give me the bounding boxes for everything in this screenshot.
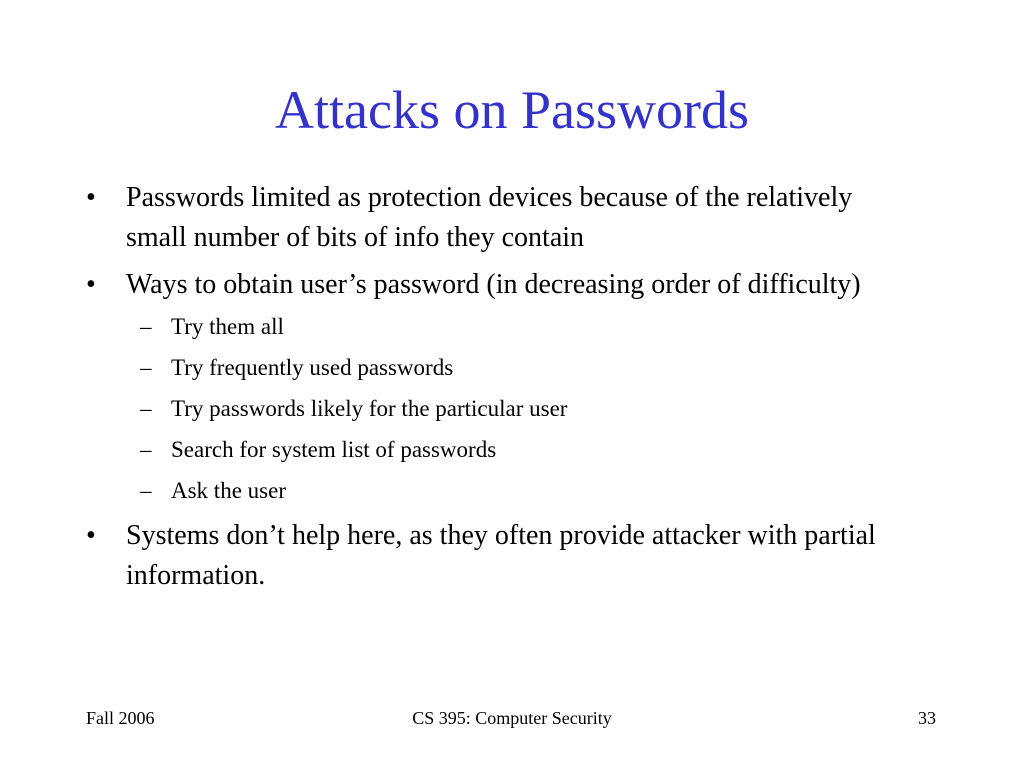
sub-bullet-text: Try frequently used passwords xyxy=(171,355,454,380)
footer-slide-number: 33 xyxy=(918,708,936,728)
sub-bullet-item xyxy=(82,352,902,384)
sub-bullet-item xyxy=(82,393,902,425)
sub-bullet-marker: – xyxy=(140,396,152,421)
slide-body xyxy=(82,178,902,603)
sub-bullet-item xyxy=(82,434,902,466)
bullet-marker: • xyxy=(86,520,96,551)
sub-bullet-marker: – xyxy=(140,355,152,380)
sub-bullet-marker: – xyxy=(140,314,152,339)
sub-bullet-item xyxy=(82,475,902,507)
bullet-item xyxy=(82,265,902,305)
sub-bullet-text: Ask the user xyxy=(171,478,286,503)
footer-course: CS 395: Computer Security xyxy=(412,708,612,728)
bullet-text: Ways to obtain user’s password (in decreasing order of difficulty) xyxy=(126,269,861,300)
footer-date: Fall 2006 xyxy=(86,708,155,728)
sub-bullet-text: Try them all xyxy=(171,314,284,339)
sub-bullet-list xyxy=(82,311,902,507)
bullet-item xyxy=(82,178,902,258)
sub-bullet-text: Try passwords likely for the particular user xyxy=(171,396,568,421)
sub-bullet-marker: – xyxy=(140,437,152,462)
bullet-item xyxy=(82,516,902,596)
bullet-text: Systems don’t help here, as they often provide attacker with partial information. xyxy=(126,520,876,591)
sub-bullet-text: Search for system list of passwords xyxy=(171,437,497,462)
sub-bullet-item xyxy=(82,311,902,343)
sub-bullet-marker: – xyxy=(140,478,152,503)
bullet-marker: • xyxy=(86,269,96,300)
bullet-text: Passwords limited as protection devices because of the relatively small number of bits of info they contain xyxy=(126,182,853,253)
bullet-marker: • xyxy=(86,182,96,213)
slide-title: Attacks on Passwords xyxy=(275,80,749,140)
